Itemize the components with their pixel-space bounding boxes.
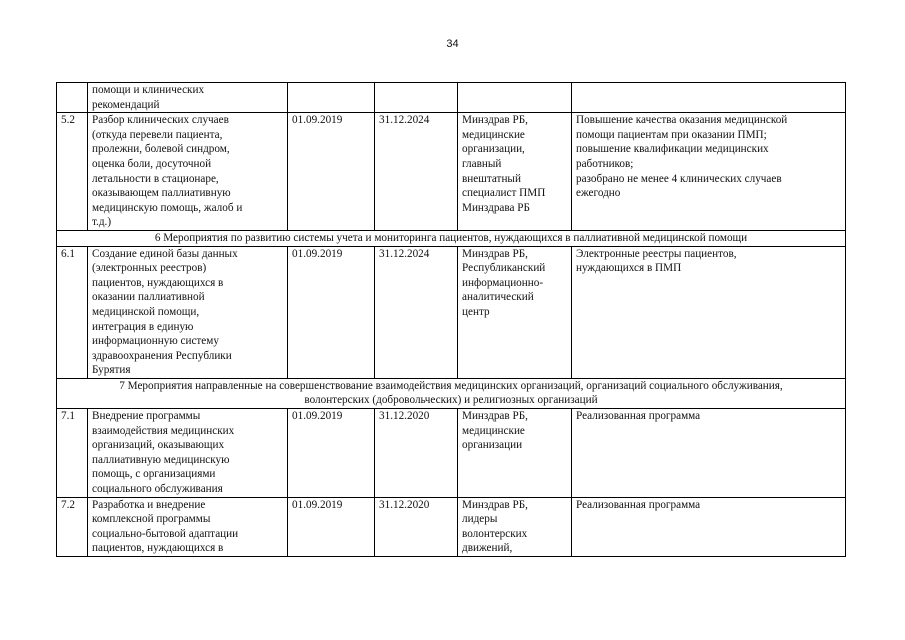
table-row — [57, 409, 846, 498]
row-number-cell: 7.1 — [57, 409, 88, 498]
start-date-cell: 01.09.2019 — [288, 497, 375, 556]
row-number-cell: 5.2 — [57, 113, 88, 231]
result-cell: Реализованная программа — [572, 409, 846, 498]
table-row — [57, 246, 846, 378]
end-date-cell: 31.12.2020 — [375, 409, 458, 498]
executors-cell: Минздрав РБ, медицинские организации, главный внештатный специалист ПМП Минздрава РБ — [458, 113, 572, 231]
section-header-row — [57, 230, 846, 246]
activity-cell: Внедрение программы взаимодействия медицинских организаций, оказывающих паллиативную медицинскую помощь, с организациями социального обслуживания — [88, 409, 288, 498]
result-cell: Электронные реестры пациентов, нуждающихся в ПМП — [572, 246, 846, 378]
executors-cell: Минздрав РБ, лидеры волонтерских движений, — [458, 497, 572, 556]
end-date-cell: 31.12.2020 — [375, 497, 458, 556]
section-title: 7 Мероприятия направленные на совершенствование взаимодействия медицинских организаций, организаций социального обслуживания, волонтерских (добровольческих) и религиозных организаций — [57, 378, 846, 408]
executors-cell — [458, 83, 572, 113]
row-number-cell: 6.1 — [57, 246, 88, 378]
start-date-cell — [288, 83, 375, 113]
table-row — [57, 83, 846, 113]
activity-cell: помощи и клинических рекомендаций — [88, 83, 288, 113]
section-header-row — [57, 378, 846, 408]
table-row — [57, 497, 846, 556]
end-date-cell: 31.12.2024 — [375, 246, 458, 378]
row-number-cell — [57, 83, 88, 113]
row-number-cell: 7.2 — [57, 497, 88, 556]
result-cell: Реализованная программа — [572, 497, 846, 556]
section-title: 6 Мероприятия по развитию системы учета и мониторинга пациентов, нуждающихся в паллиативной медицинской помощи — [57, 230, 846, 246]
start-date-cell: 01.09.2019 — [288, 409, 375, 498]
activity-cell: Создание единой базы данных (электронных реестров) пациентов, нуждающихся в оказании паллиативной медицинской помощи, интеграция в единую информационную систему здравоохранения Республики Бурятия — [88, 246, 288, 378]
executors-cell: Минздрав РБ, медицинские организации — [458, 409, 572, 498]
activity-cell: Разработка и внедрение комплексной программы социально-бытовой адаптации пациентов, нуждающихся в — [88, 497, 288, 556]
start-date-cell: 01.09.2019 — [288, 113, 375, 231]
table-row — [57, 113, 846, 231]
result-cell: Повышение качества оказания медицинской помощи пациентам при оказании ПМП; повышение квалификации медицинских работников; разобрано не менее 4 клинических случаев ежегодно — [572, 113, 846, 231]
start-date-cell: 01.09.2019 — [288, 246, 375, 378]
end-date-cell: 31.12.2024 — [375, 113, 458, 231]
executors-cell: Минздрав РБ, Республиканский информационно- аналитический центр — [458, 246, 572, 378]
activity-cell: Разбор клинических случаев (откуда перевели пациента, пролежни, болевой синдром, оценка боли, досуточной летальности в стационаре, оказывающем паллиативную медицинскую помощь, жалоб и т.д.) — [88, 113, 288, 231]
page-number: 34 — [446, 38, 459, 50]
result-cell — [572, 83, 846, 113]
end-date-cell — [375, 83, 458, 113]
activities-table — [56, 82, 846, 557]
